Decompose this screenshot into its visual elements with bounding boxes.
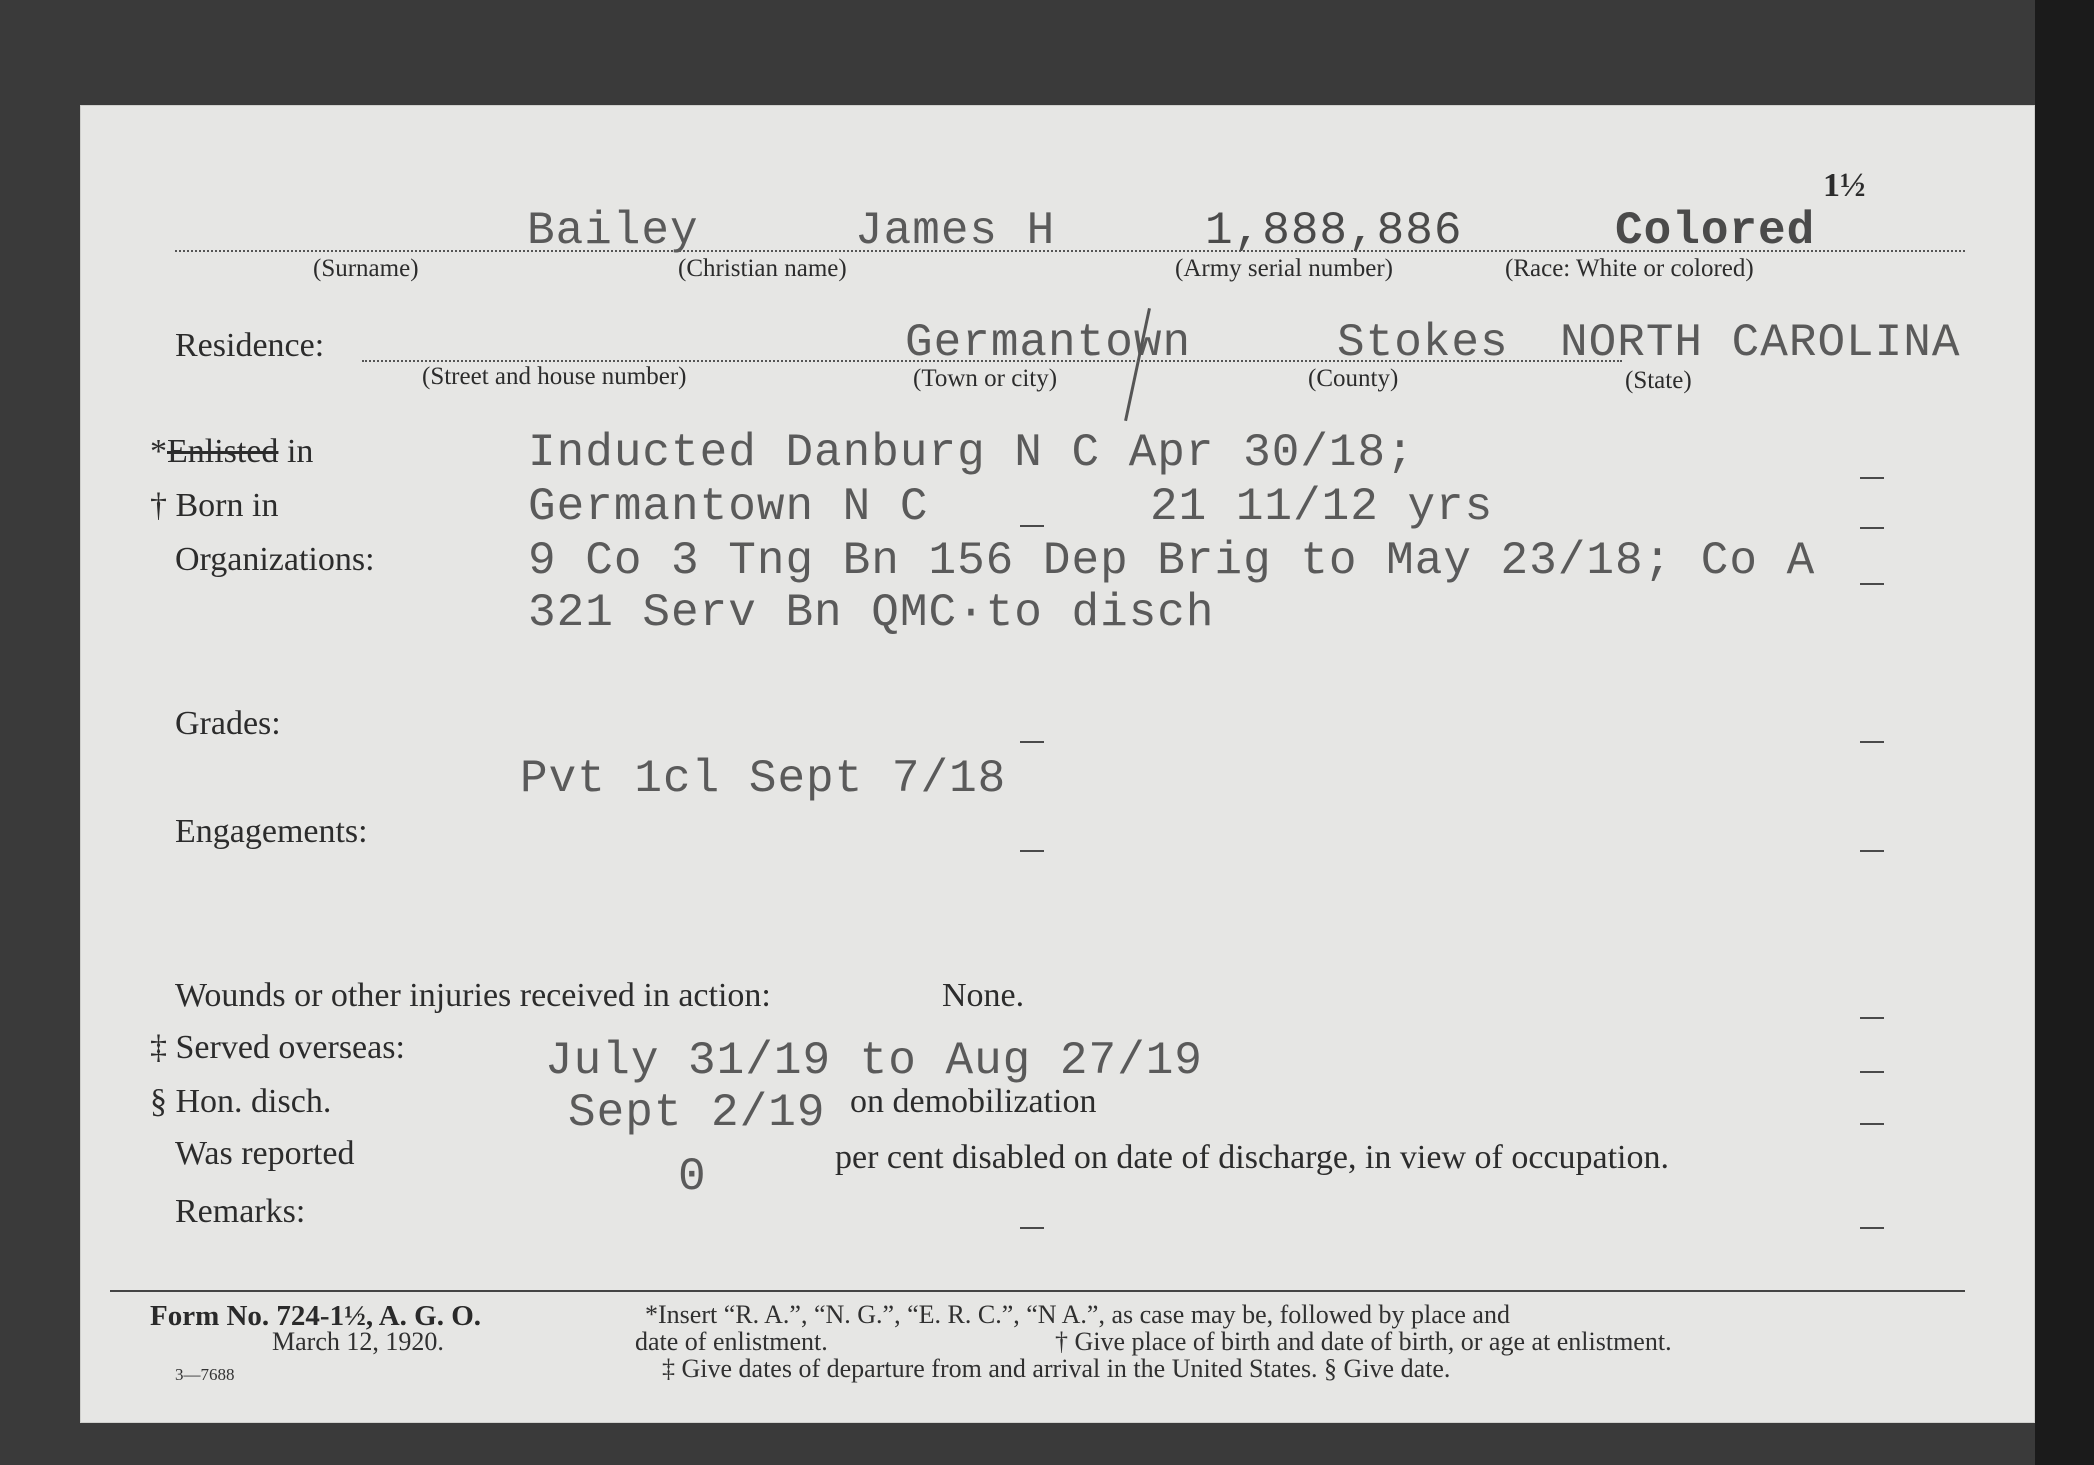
enlisted-in-word: in [278,433,314,470]
residence-label: Residence: [175,327,325,364]
serial-number-value: 1,888,886 [1205,205,1463,257]
footnote-line3: ‡ Give dates of departure from and arrival in the United States. § Give date. [662,1354,1451,1383]
enlisted-label [150,433,313,471]
organizations-line2: 321 Serv Bn QMC·to disch [528,587,1215,639]
margin-dash [1020,850,1044,852]
was-reported-label: Was reported [175,1135,355,1172]
was-reported-suffix: per cent disabled on date of discharge, in view of occupation. [835,1139,1669,1176]
born-label: † Born in [150,487,279,524]
state-label: (State) [1625,367,1692,394]
margin-dash [1860,1227,1884,1229]
surname-label: (Surname) [313,255,419,282]
surname-value: Bailey [527,205,699,257]
remarks-label: Remarks: [175,1193,306,1230]
corner-number: 1½ [1823,167,1866,204]
wounds-value: None. [942,977,1025,1014]
enlisted-value: Inducted Danburg N C Apr 30/18; [528,427,1415,479]
organizations-line1: 9 Co 3 Tng Bn 156 Dep Brig to May 23/18; Co A [528,535,1816,587]
wounds-label: Wounds or other injuries received in action: [175,977,771,1014]
disability-percent-value: 0 [678,1151,707,1203]
footnote-line2a: date of enlistment. [635,1327,828,1356]
race-value: Colored [1615,205,1816,257]
margin-dash [1020,525,1044,527]
form-date: March 12, 1920. [272,1327,444,1356]
margin-dash [1860,527,1884,529]
grades-value: Pvt 1cl Sept 7/18 [520,753,1007,805]
hon-disch-label: § Hon. disch. [150,1083,332,1120]
form-code: 3—7688 [175,1365,235,1384]
margin-dash [1860,1123,1884,1125]
margin-dash [1020,741,1044,743]
margin-dash [1860,1071,1884,1073]
grades-label: Grades: [175,705,281,742]
margin-dash [1020,1227,1044,1229]
margin-dash [1860,741,1884,743]
born-place-value: Germantown N C [528,481,929,533]
hon-disch-value: Sept 2/19 [568,1087,826,1139]
margin-dash [1860,1017,1884,1019]
christian-name-value: James H [855,205,1056,257]
born-age-value: 21 11/12 yrs [1150,481,1494,533]
served-overseas-label: ‡ Served overseas: [150,1029,405,1066]
service-record-card [80,105,2035,1423]
form-number: Form No. 724-1½, A. G. O. [150,1300,482,1332]
served-overseas-value: July 31/19 to Aug 27/19 [545,1035,1203,1087]
hon-disch-suffix: on demobilization [850,1083,1097,1120]
footnote-line1: *Insert “R. A.”, “N. G.”, “E. R. C.”, “N A.”, as case may be, followed by place and [645,1300,1510,1329]
christian-name-label: (Christian name) [678,255,847,282]
enlisted-struck-word: Enlisted [167,433,279,470]
town-value: Germantown [905,317,1192,369]
footnote-line2b: † Give place of birth and date of birth, or age at enlistment. [1055,1327,1672,1356]
scanner-frame-edge [2035,0,2094,1465]
enlisted-asterisk: * [150,433,167,470]
race-label: (Race: White or colored) [1505,255,1754,282]
town-label: (Town or city) [913,365,1058,392]
county-value: Stokes [1337,317,1509,369]
serial-number-label: (Army serial number) [1175,255,1393,282]
margin-dash [1860,850,1884,852]
footer-rule [110,1290,1965,1292]
street-label: (Street and house number) [422,363,687,390]
margin-dash [1860,477,1884,479]
engagements-label: Engagements: [175,813,368,850]
state-value: NORTH CAROLINA [1560,317,1961,369]
organizations-label: Organizations: [175,541,375,578]
county-label: (County) [1308,365,1399,392]
margin-dash [1860,583,1884,585]
